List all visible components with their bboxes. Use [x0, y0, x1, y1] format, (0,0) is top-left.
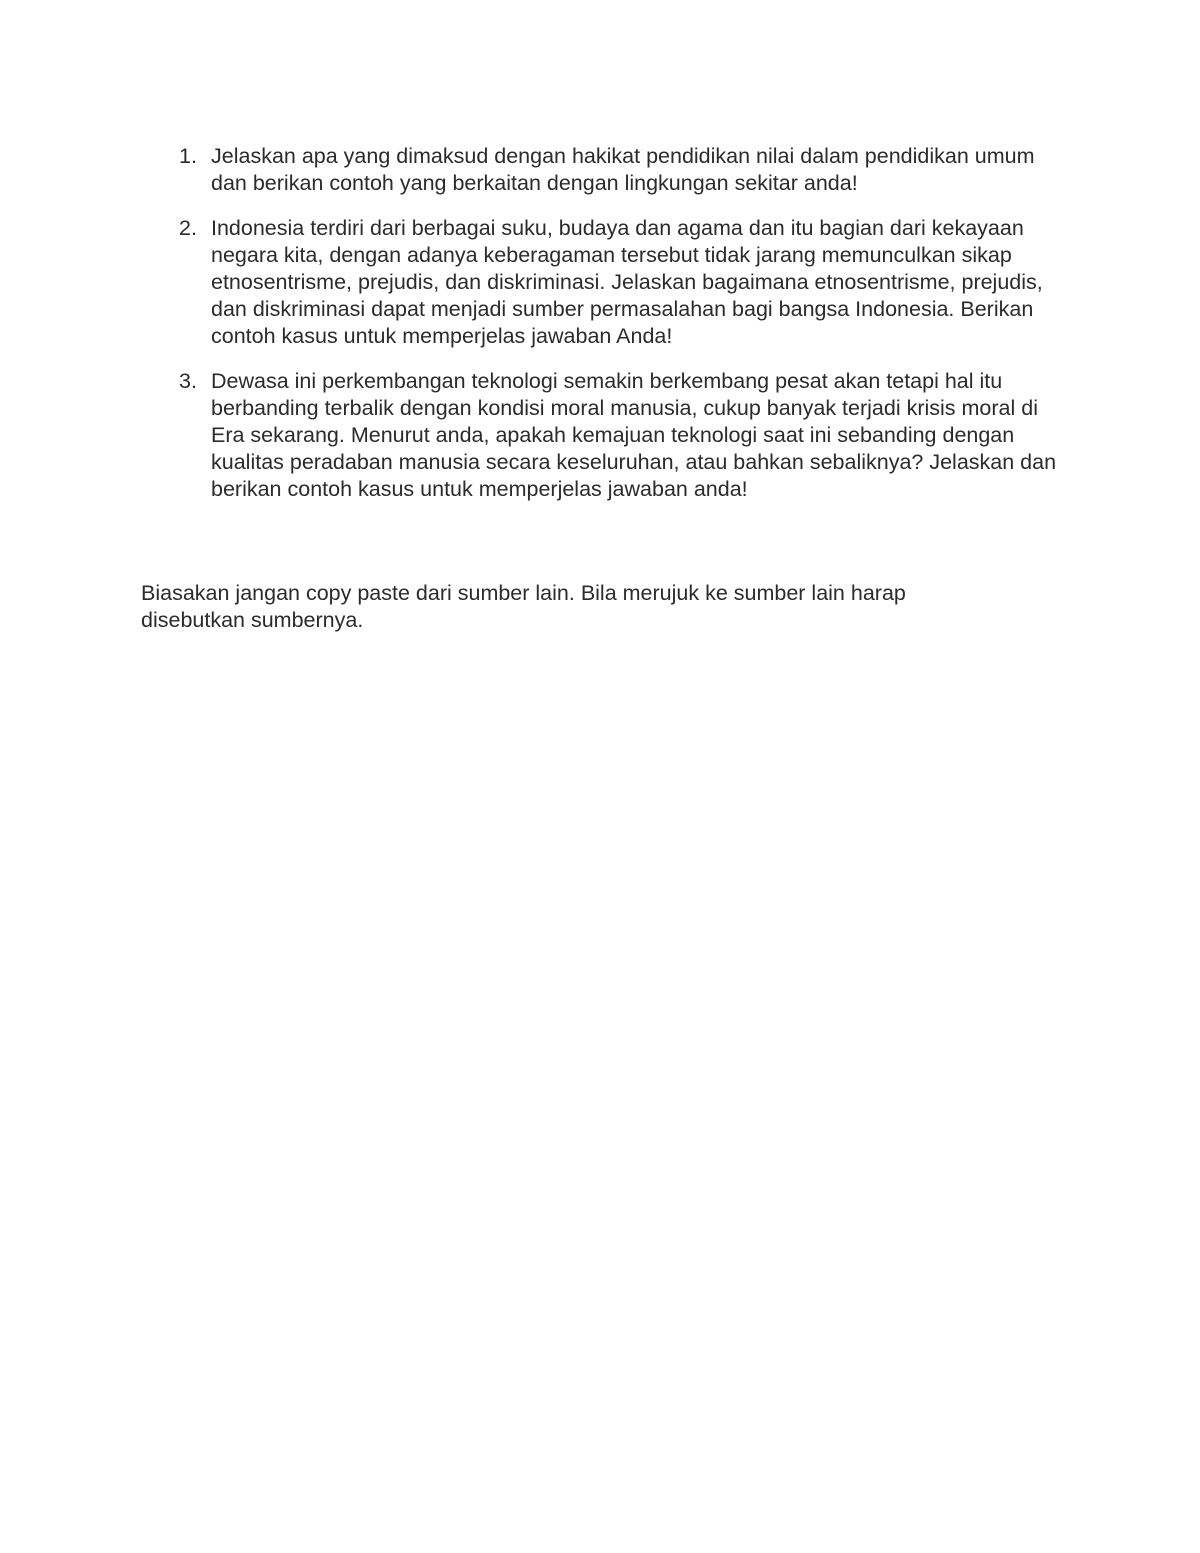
question-item	[141, 215, 1071, 350]
question-number-label: 3.	[179, 369, 197, 393]
question-text: Jelaskan apa yang dimaksud dengan hakikat pendidikan nilai dalam pendidikan umum dan berikan contoh yang berkaitan dengan lingkungan sekitar anda!	[211, 144, 1035, 195]
question-number-label: 1.	[179, 144, 197, 168]
question-item	[141, 143, 1071, 197]
question-number	[141, 215, 211, 350]
question-number	[141, 368, 211, 503]
closing-note: Biasakan jangan copy paste dari sumber lain. Bila merujuk ke sumber lain harap disebutkan sumbernya.	[141, 581, 906, 632]
question-list	[141, 143, 1071, 521]
question-number-label: 2.	[179, 216, 197, 240]
question-item	[141, 368, 1071, 503]
question-text: Dewasa ini perkembangan teknologi semakin berkembang pesat akan tetapi hal itu berbanding terbalik dengan kondisi moral manusia, cukup banyak terjadi krisis moral di Era sekarang. Menurut anda, apakah kemajuan teknologi saat ini sebanding dengan kualitas peradaban manusia secara keseluruhan, atau bahkan sebaliknya? Jelaskan dan berikan contoh kasus untuk memperjelas jawaban anda!	[211, 369, 1057, 501]
question-number	[141, 143, 211, 197]
question-text: Indonesia terdiri dari berbagai suku, budaya dan agama dan itu bagian dari kekayaan negara kita, dengan adanya keberagaman tersebut tidak jarang memunculkan sikap etnosentrisme, prejudis, dan diskriminasi. Jelaskan bagaimana etnosentrisme, prejudis, dan diskriminasi dapat menjadi sumber permasalahan bagi bangsa Indonesia. Berikan contoh kasus untuk memperjelas jawaban Anda!	[211, 216, 1043, 348]
